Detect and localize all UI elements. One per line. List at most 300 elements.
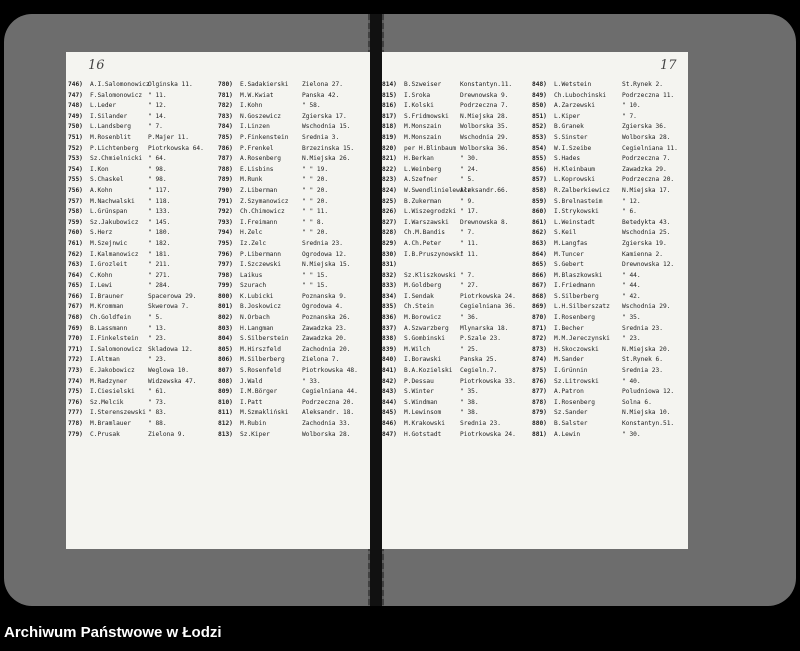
entry-number: 853) — [532, 133, 547, 141]
person-name: S.Silberberg — [554, 292, 599, 300]
person-name: H.Gotstadt — [404, 430, 442, 438]
entry-number: 814) — [382, 81, 397, 88]
person-name: Ch.Chimowicz — [240, 208, 285, 216]
entry-number: 831) — [382, 261, 397, 269]
person-name: I.Lewi — [90, 282, 113, 290]
entry-number: 881) — [532, 430, 547, 438]
address: " 180. — [148, 229, 171, 237]
register-row — [382, 112, 688, 123]
address: " 88. — [148, 420, 167, 427]
entry-number: 787) — [218, 155, 233, 163]
address: " 13. — [148, 324, 167, 332]
person-name: K.Lubicki — [240, 292, 274, 300]
address: " 11. — [460, 250, 479, 258]
entry-number: 777) — [68, 409, 83, 417]
entry-number: 790) — [218, 186, 233, 194]
entry-number: 820) — [382, 144, 397, 152]
address: Srednia 23. — [460, 420, 501, 427]
address: St.Rynek 6. — [622, 356, 663, 364]
person-name: I.Rosenberg — [554, 398, 595, 406]
entry-number: 759) — [68, 218, 83, 226]
entry-number: 799) — [218, 282, 233, 290]
address: " 118. — [148, 197, 171, 205]
register-row — [382, 313, 688, 324]
entry-number: 770) — [68, 335, 83, 343]
register-row — [382, 377, 688, 388]
person-name: I.Sterenszewski — [90, 409, 146, 417]
address: " 23. — [622, 335, 641, 343]
address: Drewnowska 9. — [460, 91, 509, 99]
person-name: P.Dessau — [404, 377, 434, 385]
entry-number: 827) — [382, 218, 397, 226]
person-name: L.Weinberg — [404, 165, 442, 173]
person-name: Ch.Stein — [404, 303, 434, 311]
address: " 35. — [622, 314, 641, 322]
person-name: S.Winter — [404, 388, 434, 396]
entry-number: 786) — [218, 144, 233, 152]
person-name: S.Keil — [554, 229, 577, 237]
address: " 42. — [622, 292, 641, 300]
person-name: I.B.Pruszynowski — [404, 250, 464, 258]
address: " 61. — [148, 388, 167, 396]
entry-number: 835) — [382, 303, 397, 311]
entry-number: 832) — [382, 271, 397, 279]
entry-number: 761) — [68, 239, 83, 247]
register-row — [382, 292, 688, 303]
person-name: L.H.Silberszatz — [554, 303, 610, 311]
register-row — [382, 207, 688, 218]
entry-number: 836) — [382, 314, 397, 322]
address: Panska 25. — [460, 356, 498, 364]
person-name: S.Windman — [404, 398, 438, 406]
person-name: P.Lichtenberg — [90, 144, 139, 152]
entry-number: 803) — [218, 324, 233, 332]
entry-number: 858) — [532, 186, 547, 194]
entry-number: 756) — [68, 186, 83, 194]
person-name: I.Borawski — [404, 356, 442, 364]
entry-number: 785) — [218, 133, 233, 141]
address: " 145. — [148, 218, 171, 226]
person-name: M.Tuncer — [554, 250, 584, 258]
address: " 10. — [622, 102, 641, 110]
entry-number: 757) — [68, 197, 83, 205]
entry-number: 817) — [382, 112, 397, 120]
entry-number: 816) — [382, 102, 397, 110]
entry-number: 809) — [218, 388, 233, 396]
entry-number: 769) — [68, 324, 83, 332]
address: Skladowa 12. — [148, 345, 193, 353]
person-name: I.Sendak — [404, 292, 434, 300]
left-entries — [66, 80, 370, 440]
person-name: Z.Liberman — [240, 186, 278, 194]
entry-number: 873) — [532, 345, 547, 353]
entry-number: 773) — [68, 367, 83, 375]
address: Solna 6. — [622, 398, 652, 406]
person-name: I.Grünnin — [554, 367, 588, 375]
address: Zielona 27. — [302, 81, 343, 88]
person-name: N.Orbach — [240, 314, 270, 322]
address: " " 8. — [302, 218, 325, 226]
entry-number: 842) — [382, 377, 397, 385]
person-name: S.Gebert — [554, 261, 584, 269]
person-name: H.Berkan — [404, 155, 434, 163]
register-row — [66, 112, 370, 123]
register-row — [382, 186, 688, 197]
entry-number: 880) — [532, 420, 547, 427]
address: " " 20. — [302, 197, 329, 205]
person-name: E.Jakobowicz — [90, 367, 135, 375]
address: Zielona 7. — [302, 356, 340, 364]
entry-number: 857) — [532, 176, 547, 184]
address: " 182. — [148, 239, 171, 247]
address: Zgierska 19. — [622, 239, 667, 247]
register-row — [66, 207, 370, 218]
address: Zawadzka 23. — [302, 324, 347, 332]
entry-number: 798) — [218, 271, 233, 279]
address: Konstantyn.11. — [460, 81, 513, 88]
address: " 24. — [460, 165, 479, 173]
entry-number: 811) — [218, 409, 233, 417]
left-folio-number: 16 — [88, 58, 105, 73]
address: " " 20. — [302, 229, 329, 237]
address: Zawadzka 20. — [302, 335, 347, 343]
entry-number: 747) — [68, 91, 83, 99]
entry-number: 826) — [382, 208, 397, 216]
person-name: L.Kiper — [554, 112, 581, 120]
address: Wschodnia 29. — [460, 133, 509, 141]
archive-name: Archiwum Państwowe w Łodzi — [4, 624, 222, 641]
address: Wschodnia 25. — [622, 229, 671, 237]
person-name: Sz.Kliszkowski — [404, 271, 457, 279]
person-name: I.Kolski — [404, 102, 434, 110]
entry-number: 781) — [218, 91, 233, 99]
scan-background — [4, 14, 796, 606]
entry-number: 760) — [68, 229, 83, 237]
entry-number: 751) — [68, 133, 83, 141]
person-name: M.Kromman — [90, 303, 124, 311]
register-row — [382, 80, 688, 91]
person-name: S.Silberstein — [240, 335, 289, 343]
register-row — [66, 377, 370, 388]
person-name: H.Zelc — [240, 229, 263, 237]
address: Poznanska 26. — [302, 314, 351, 322]
address: Srednia 3. — [302, 133, 340, 141]
person-name: M.Blaszkowski — [554, 271, 603, 279]
register-row — [66, 419, 370, 430]
entry-number: 833) — [382, 282, 397, 290]
person-name: H.Langman — [240, 324, 274, 332]
address: " 133. — [148, 208, 171, 216]
person-name: B.A.Kozielski — [404, 367, 453, 375]
address: Zgierska 17. — [302, 112, 347, 120]
person-name: I.Strykowski — [554, 208, 599, 216]
entry-number: 772) — [68, 356, 83, 364]
register-row — [382, 430, 688, 441]
entry-number: 871) — [532, 324, 547, 332]
person-name: I.Grozleit — [90, 261, 128, 269]
person-name: M.Borowicz — [404, 314, 442, 322]
address: Podrzeczna 7. — [460, 102, 509, 110]
entry-number: 865) — [532, 261, 547, 269]
address: " 73. — [148, 398, 167, 406]
entry-number: 796) — [218, 250, 233, 258]
person-name: B.Granek — [554, 123, 584, 131]
person-name: S.Gombinski — [404, 335, 445, 343]
person-name: S.Hades — [554, 155, 581, 163]
entry-number: 856) — [532, 165, 547, 173]
entry-number: 812) — [218, 420, 233, 427]
register-row — [66, 408, 370, 419]
register-row — [66, 302, 370, 313]
entry-number: 782) — [218, 102, 233, 110]
person-name: I.Salomonowicz — [90, 345, 143, 353]
entry-number: 805) — [218, 345, 233, 353]
address: Zachodnia 33. — [302, 420, 351, 427]
register-row — [66, 218, 370, 229]
address: " 7. — [622, 112, 637, 120]
address: Piotrkowska 24. — [460, 430, 516, 438]
address: Zachodnia 20. — [302, 345, 351, 353]
address: P.Majer 11. — [148, 133, 189, 141]
entry-number: 867) — [532, 282, 547, 290]
entry-number: 845) — [382, 409, 397, 417]
person-name: R.Zalberkiewicz — [554, 186, 610, 194]
register-row — [382, 398, 688, 409]
entry-number: 862) — [532, 229, 547, 237]
address: Mlynarska 18. — [460, 324, 509, 332]
person-name: J.Wald — [240, 377, 263, 385]
register-row — [382, 154, 688, 165]
person-name: I.Patt — [240, 398, 263, 406]
register-row — [382, 175, 688, 186]
entry-number: 855) — [532, 155, 547, 163]
address: " 5. — [148, 314, 163, 322]
register-row — [66, 133, 370, 144]
register-row — [66, 186, 370, 197]
address: " 44. — [622, 282, 641, 290]
entry-number: 806) — [218, 356, 233, 364]
address: Piotrkowska 24. — [460, 292, 516, 300]
address: N.Miejska 26. — [302, 155, 351, 163]
entry-number: 771) — [68, 345, 83, 353]
person-name: Szurach — [240, 282, 267, 290]
address: Olginska 11. — [148, 81, 193, 88]
register-row — [382, 91, 688, 102]
register-row — [382, 144, 688, 155]
address: " 23. — [148, 356, 167, 364]
entry-number: 749) — [68, 112, 83, 120]
address: " 38. — [460, 398, 479, 406]
register-row — [66, 122, 370, 133]
register-row — [66, 175, 370, 186]
person-name: B.Joskowicz — [240, 303, 281, 311]
address: " 7. — [460, 271, 475, 279]
person-name: L.Grünspan — [90, 208, 128, 216]
entry-number: 752) — [68, 144, 83, 152]
person-name: P.Frenkel — [240, 144, 274, 152]
address: " 5. — [460, 176, 475, 184]
address: Cegielniana 11. — [622, 144, 678, 152]
address: Poznanska 9. — [302, 292, 347, 300]
entry-number: 797) — [218, 261, 233, 269]
register-row — [382, 324, 688, 335]
address: Widzewska 47. — [148, 377, 197, 385]
address: Betedykta 43. — [622, 218, 671, 226]
person-name: C.Kohn — [90, 271, 113, 279]
register-row — [382, 302, 688, 313]
address: N.Miejska 17. — [622, 186, 671, 194]
register-row — [66, 313, 370, 324]
person-name: S.Brelnasteim — [554, 197, 603, 205]
register-row — [382, 133, 688, 144]
entry-number: 846) — [382, 420, 397, 427]
entry-number: 851) — [532, 112, 547, 120]
footer-bar — [0, 606, 800, 651]
right-page — [382, 52, 688, 549]
register-row — [66, 324, 370, 335]
person-name: I.Becher — [554, 324, 584, 332]
entry-number: 839) — [382, 345, 397, 353]
person-name: F.Salomonowicz — [90, 91, 143, 99]
entry-number: 822) — [382, 165, 397, 173]
person-name: E.Lisbins — [240, 165, 274, 173]
address: " 33. — [302, 377, 321, 385]
person-name: M.Langfas — [554, 239, 588, 247]
person-name: Sz.Kiper — [240, 430, 270, 438]
person-name: A.Patron — [554, 388, 584, 396]
person-name: M.Szmakliński — [240, 409, 289, 417]
entry-number: 850) — [532, 102, 547, 110]
person-name: S.Chaskel — [90, 176, 124, 184]
register-row — [382, 281, 688, 292]
register-row — [382, 355, 688, 366]
right-entries — [382, 80, 688, 440]
register-row — [382, 408, 688, 419]
address: N.Miejska 10. — [622, 409, 671, 417]
person-name: I.Warszawski — [404, 218, 449, 226]
person-name: I.Altman — [90, 356, 120, 364]
entry-number: 872) — [532, 335, 547, 343]
address: Wolborska 36. — [460, 144, 509, 152]
register-row — [66, 355, 370, 366]
entry-number: 765) — [68, 282, 83, 290]
person-name: A.Rosenberg — [240, 155, 281, 163]
address: " 284. — [148, 282, 171, 290]
entry-number: 807) — [218, 367, 233, 375]
person-name: M.Goldberg — [404, 282, 442, 290]
register-row — [66, 366, 370, 377]
address: " " 15. — [302, 282, 329, 290]
person-name: B.Lassmann — [90, 324, 128, 332]
address: " 27. — [460, 282, 479, 290]
entry-number: 834) — [382, 292, 397, 300]
address: " 36. — [460, 314, 479, 322]
entry-number: 830) — [382, 250, 397, 258]
person-name: L.Weinstadt — [554, 218, 595, 226]
address: " 9. — [460, 197, 475, 205]
right-folio-number: 17 — [660, 58, 677, 73]
person-name: N.Goszewicz — [240, 112, 281, 120]
person-name: M.Nachwalski — [90, 197, 135, 205]
register-row — [66, 250, 370, 261]
entry-number: 841) — [382, 367, 397, 375]
entry-number: 838) — [382, 335, 397, 343]
register-row — [66, 101, 370, 112]
register-row — [382, 260, 688, 271]
address: Aleksandr. 18. — [302, 409, 355, 417]
register-row — [382, 218, 688, 229]
person-name: W.Swendlinielewicz — [404, 186, 472, 194]
address: Zgierska 36. — [622, 123, 667, 131]
entry-number: 877) — [532, 388, 547, 396]
address: " 211. — [148, 261, 171, 269]
person-name: Ch.Lubochinski — [554, 91, 607, 99]
entry-number: 840) — [382, 356, 397, 364]
person-name: L.Leder — [90, 102, 117, 110]
register-row — [66, 228, 370, 239]
person-name: M.Lewinsom — [404, 409, 442, 417]
address: " 98. — [148, 176, 167, 184]
entry-number: 748) — [68, 102, 83, 110]
entry-number: 854) — [532, 144, 547, 152]
person-name: I.Kohn — [240, 102, 263, 110]
entry-number: 837) — [382, 324, 397, 332]
person-name: M.Runk — [240, 176, 263, 184]
entry-number: 861) — [532, 218, 547, 226]
register-row — [66, 80, 370, 91]
person-name: S.Fridmowski — [404, 112, 449, 120]
person-name: I.Kalmanowicz — [90, 250, 139, 258]
person-name: per H.Blinbaum — [404, 144, 457, 152]
address: Piotrkowska 33. — [460, 377, 516, 385]
address: Wolborska 28. — [302, 430, 351, 438]
person-name: M.Monszain — [404, 133, 442, 141]
entry-number: 767) — [68, 303, 83, 311]
address: Aleksandr.66. — [460, 186, 509, 194]
person-name: I.Ciesielski — [90, 388, 135, 396]
address: " 12. — [148, 102, 167, 110]
person-name: L.Wiszegrodzki — [404, 208, 457, 216]
address: Podrzeczna 20. — [622, 176, 675, 184]
person-name: M.Krakowski — [404, 420, 445, 427]
register-row — [382, 101, 688, 112]
entry-number: 755) — [68, 176, 83, 184]
register-row — [382, 122, 688, 133]
entry-number: 813) — [218, 430, 233, 438]
person-name: M.Radzyner — [90, 377, 128, 385]
entry-number: 859) — [532, 197, 547, 205]
person-name: L.Landsberg — [90, 123, 131, 131]
person-name: B.Zukerman — [404, 197, 442, 205]
person-name: A.Szwarzberg — [404, 324, 449, 332]
register-row — [66, 334, 370, 345]
person-name: I.Rosenberg — [554, 314, 595, 322]
address: " 40. — [622, 377, 641, 385]
address: Podrzeczna 11. — [622, 91, 675, 99]
address: N.Miejska 20. — [622, 345, 671, 353]
entry-number: 870) — [532, 314, 547, 322]
person-name: I.Finkelstein — [90, 335, 139, 343]
page-gutter — [370, 14, 382, 606]
address: N.Miejska 28. — [460, 112, 509, 120]
address: " " 20. — [302, 176, 329, 184]
register-row — [382, 197, 688, 208]
person-name: H.Kleinbaum — [554, 165, 595, 173]
register-row — [66, 271, 370, 282]
register-row — [66, 197, 370, 208]
person-name: A.I.Salomonowicz — [90, 81, 150, 88]
entry-number: 843) — [382, 388, 397, 396]
